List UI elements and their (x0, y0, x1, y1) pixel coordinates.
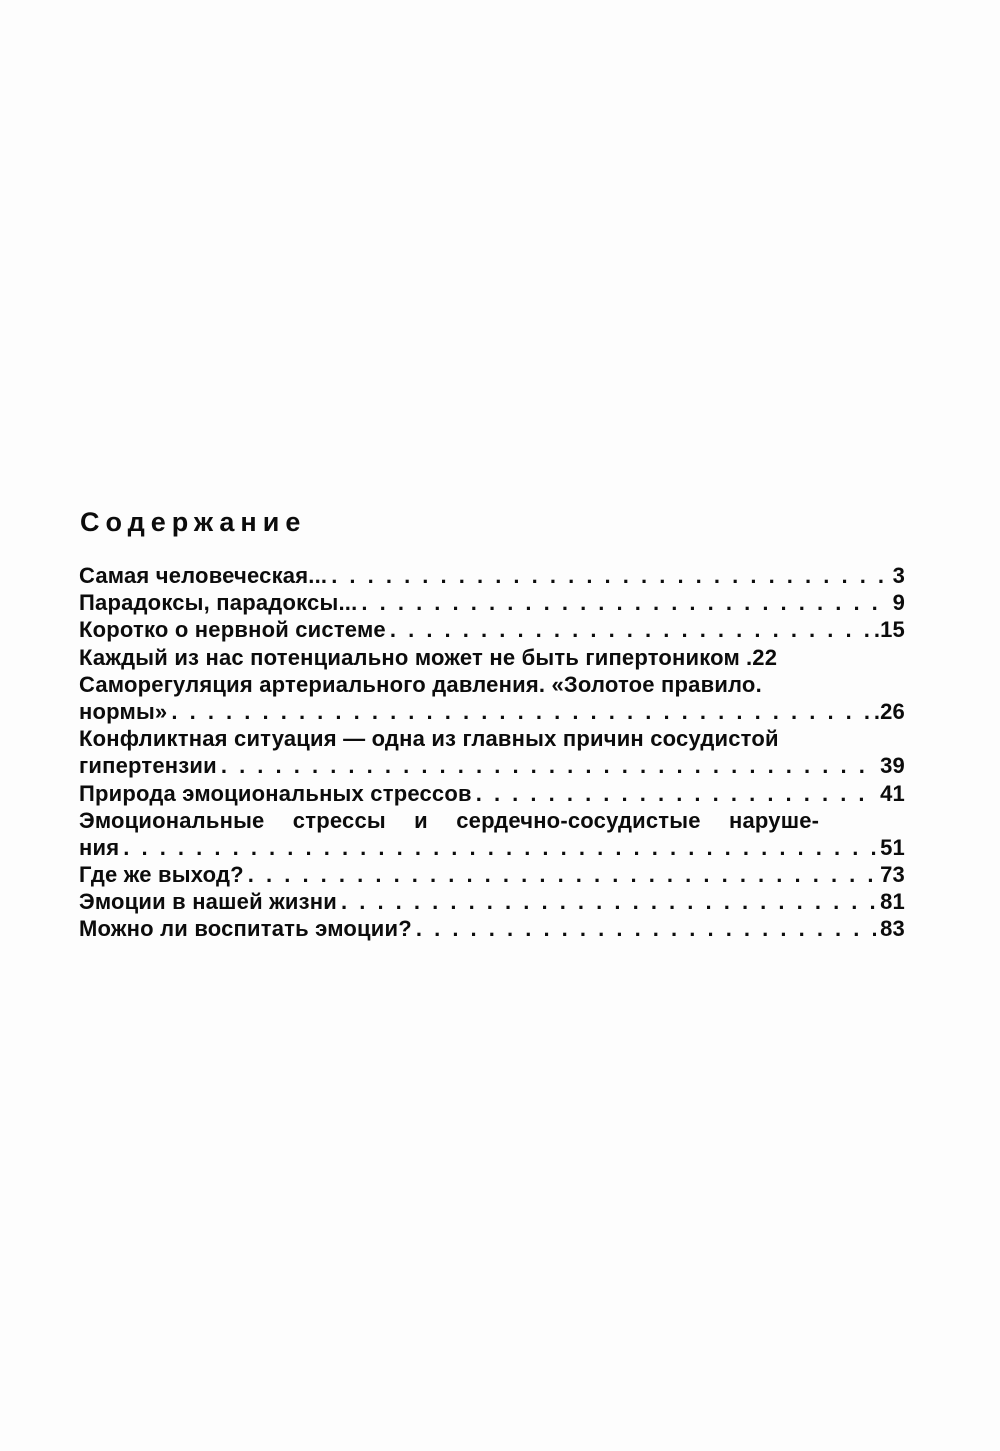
table-of-contents (79, 562, 905, 943)
dot-leader (171, 698, 869, 725)
toc-entry (79, 725, 905, 779)
toc-entry-title: Можно ли воспитать эмоции? (79, 916, 412, 942)
toc-entry-row (79, 616, 905, 643)
toc-entry-title: Парадоксы, парадоксы... (79, 590, 358, 616)
toc-entry-row (79, 752, 905, 779)
toc-entry-title: Где же выход? (79, 862, 244, 888)
dot-leader (476, 780, 876, 807)
toc-page-number: .15 (873, 617, 905, 643)
toc-page-number: 39 (880, 753, 905, 779)
toc-entry-title: Коротко о нервной системе (79, 617, 386, 643)
toc-entry-row (79, 562, 905, 589)
toc-entry (79, 644, 905, 671)
toc-entry (79, 589, 905, 616)
toc-entry (79, 915, 905, 942)
toc-entry-title: Самая человеческая... (79, 563, 328, 588)
dot-leader (331, 562, 888, 589)
toc-page-number: 83 (880, 916, 905, 942)
toc-entry-row (79, 644, 905, 671)
toc-entry (79, 616, 905, 643)
dot-leader (416, 915, 876, 942)
toc-entry-row (79, 915, 905, 942)
toc-page-number: .26 (873, 698, 905, 724)
toc-entry-title-cont: ния (79, 834, 120, 860)
toc-entry-title: Эмоции в нашей жизни (79, 889, 337, 915)
toc-entry-row (79, 698, 905, 725)
toc-entry-title-cont: нормы» (79, 698, 168, 724)
toc-entry-row (79, 834, 905, 861)
toc-entry-first-line: Конфликтная ситуация — одна из главных причин сосудистой (79, 726, 779, 752)
toc-page-number: 9 (892, 590, 905, 616)
dot-leader (248, 861, 876, 888)
toc-entry (79, 807, 905, 861)
dot-leader (123, 834, 876, 861)
toc-title: Содержание (80, 507, 307, 537)
dot-leader (221, 752, 876, 779)
toc-page-number: 3 (892, 563, 905, 588)
toc-entry-row (79, 888, 905, 915)
toc-entry-row (79, 780, 905, 807)
toc-entry (79, 562, 905, 589)
toc-page-number: .22 (746, 644, 778, 670)
toc-page-number: 41 (880, 780, 905, 806)
toc-entry-row (79, 589, 905, 616)
toc-entry (79, 780, 905, 807)
dot-leader (361, 589, 888, 616)
toc-entry (79, 888, 905, 915)
toc-entry-first-line: Саморегуляция артериального давления. «Золотое правило. (79, 671, 762, 697)
toc-entry (79, 671, 905, 725)
toc-entry-title: Природа эмоциональных стрессов (79, 780, 472, 806)
toc-page-number: 73 (880, 862, 905, 888)
toc-entry (79, 861, 905, 888)
toc-entry-title-cont: гипертензии (79, 753, 217, 779)
toc-page-number: 51 (880, 834, 905, 860)
dot-leader (341, 888, 876, 915)
toc-entry-title: Каждый из нас потенциально может не быть гипертоником (79, 644, 740, 670)
toc-entry-row (79, 861, 905, 888)
dot-leader (390, 616, 870, 643)
toc-entry-first-line: Эмоциональные стрессы и сердечно-сосудистые наруше- (79, 807, 820, 833)
toc-page-number: 81 (880, 889, 905, 915)
